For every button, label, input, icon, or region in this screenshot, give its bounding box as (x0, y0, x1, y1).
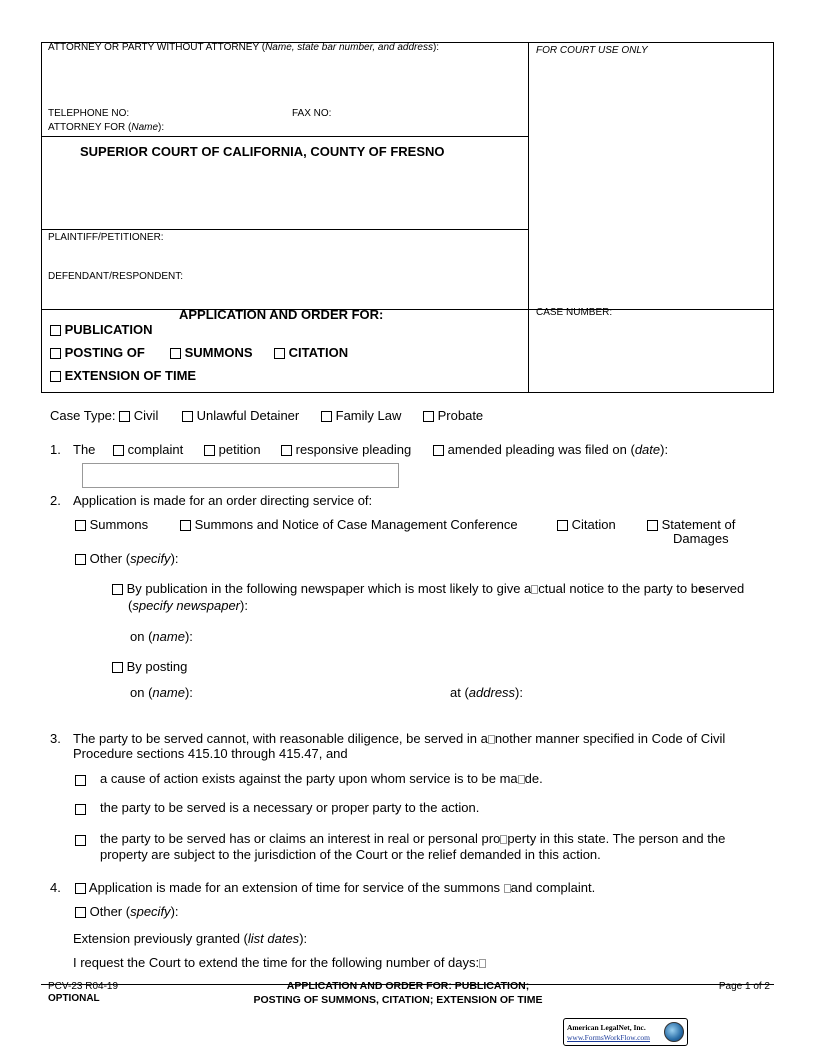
logo-box[interactable] (563, 1018, 688, 1046)
telephone-label: TELEPHONE NO: (48, 108, 130, 119)
responsive-option: responsive pleading (281, 442, 411, 457)
by-publication-option: By publication in the following newspaper which is most likely to give a ctual notice to the party to beserved (112, 581, 744, 596)
s3-line2: Procedure sections 415.10 through 415.47, and (73, 746, 348, 761)
s3-opt2-checkbox[interactable] (75, 804, 86, 815)
page-number: Page 1 of 2 (718, 981, 770, 992)
s2-statement-line2: Damages (673, 531, 729, 546)
court-use-label: FOR COURT USE ONLY (536, 45, 648, 56)
s4-other-option: Other (specify): (75, 904, 179, 919)
s3-opt3-line1: the party to be served has or claims an interest in real or personal pro perty in this state. The person and the (100, 831, 726, 846)
caption-divider (528, 42, 529, 393)
s3-num: 3. (50, 731, 61, 746)
s4-extension-checkbox[interactable] (75, 883, 86, 894)
amended-option: amended pleading was filed on (date): (433, 442, 668, 457)
s3-opt2-text: the party to be served is a necessary or proper party to the action. (100, 800, 480, 815)
s2-other-option: Other (specify): (75, 551, 179, 566)
posting-of-checkbox[interactable] (50, 348, 61, 359)
unlawful-option: Unlawful Detainer (182, 408, 299, 423)
s2-statement-option: Statement of (647, 517, 735, 532)
case-type-row: Case Type: Civil (50, 408, 159, 423)
s3-opt1-checkbox[interactable] (75, 775, 86, 786)
complaint-option: complaint (113, 442, 183, 457)
s2-num: 2. (50, 493, 61, 508)
family-law-checkbox[interactable] (321, 411, 332, 422)
posting-address-label: at (address): (450, 685, 523, 700)
attorney-label: ATTORNEY OR PARTY WITHOUT ATTORNEY (Name, state bar number, and address): (48, 42, 440, 53)
s4-other-checkbox[interactable] (75, 907, 86, 918)
complaint-checkbox[interactable] (113, 445, 124, 456)
caption-line (41, 229, 528, 230)
form-number: PCV-23 R04-19 (48, 981, 119, 992)
s3-line1: The party to be served cannot, with reasonable diligence, be served in a nother manner specified in Code of Civil (73, 731, 726, 746)
s2-summons-notice-checkbox[interactable] (180, 520, 191, 531)
petition-option: petition (204, 442, 261, 457)
petition-checkbox[interactable] (204, 445, 215, 456)
s4-extension-option: Application is made for an extension of time for service of the summons and complaint. (75, 880, 595, 895)
s1-num: 1. (50, 442, 61, 457)
logo-globe-icon (664, 1022, 684, 1042)
publication-checkbox[interactable] (50, 325, 61, 336)
specify-newspaper-label: (specify newspaper): (128, 598, 248, 613)
court-name: SUPERIOR COURT OF CALIFORNIA, COUNTY OF FRESNO (80, 144, 445, 159)
by-posting-checkbox[interactable] (112, 662, 123, 673)
plaintiff-label: PLAINTIFF/PETITIONER: (48, 232, 164, 243)
application-title: APPLICATION AND ORDER FOR: (179, 307, 384, 322)
extension-option: EXTENSION OF TIME (50, 368, 196, 383)
caption-line (41, 309, 774, 310)
s3-opt3-checkbox[interactable] (75, 835, 86, 846)
s2-citation-option: Citation (557, 517, 616, 532)
caption-box (41, 42, 774, 393)
footer-title-line1: APPLICATION AND ORDER FOR: PUBLICATION; (286, 980, 530, 992)
logo-line2: www.FormsWorkFlow.com (567, 1033, 651, 1042)
summons-option: SUMMONS (170, 345, 253, 360)
s2-citation-checkbox[interactable] (557, 520, 568, 531)
fax-label: FAX NO: (292, 108, 332, 119)
s3-opt1-text: a cause of action exists against the party upon whom service is to be ma de. (100, 771, 543, 786)
s1-the: The (73, 442, 96, 457)
case-number-label: CASE NUMBER: (536, 307, 613, 318)
citation-checkbox[interactable] (274, 348, 285, 359)
s4-num: 4. (50, 880, 61, 895)
by-publication-checkbox[interactable] (112, 584, 123, 595)
extension-checkbox[interactable] (50, 371, 61, 382)
caption-line (41, 136, 528, 137)
s2-summons-checkbox[interactable] (75, 520, 86, 531)
logo-line1: American LegalNet, Inc. (567, 1023, 646, 1032)
s2-statement-checkbox[interactable] (647, 520, 658, 531)
publication-on-name-label: on (name): (130, 629, 193, 644)
s2-summons-notice-option: Summons and Notice of Case Management Conference (180, 517, 518, 532)
optional-label: OPTIONAL (48, 993, 100, 1004)
footer-title-line2: POSTING OF SUMMONS, CITATION; EXTENSION OF TIME (253, 994, 543, 1006)
by-posting-option: By posting (112, 659, 187, 674)
filed-date-field[interactable] (82, 463, 399, 488)
civil-checkbox[interactable] (119, 411, 130, 422)
defendant-label: DEFENDANT/RESPONDENT: (48, 271, 184, 282)
amended-checkbox[interactable] (433, 445, 444, 456)
s2-text: Application is made for an order directing service of: (73, 493, 373, 508)
s2-other-checkbox[interactable] (75, 554, 86, 565)
posting-of-option: POSTING OF (50, 345, 145, 360)
responsive-checkbox[interactable] (281, 445, 292, 456)
probate-option: Probate (423, 408, 483, 423)
attorney-for-label: ATTORNEY FOR (Name): (48, 122, 165, 133)
posting-on-name-label: on (name): (130, 685, 193, 700)
s4-request-label: I request the Court to extend the time for the following number of days: (73, 955, 486, 970)
summons-checkbox[interactable] (170, 348, 181, 359)
citation-option: CITATION (274, 345, 348, 360)
s4-prev-label: Extension previously granted (list dates): (73, 931, 308, 946)
family-law-option: Family Law (321, 408, 401, 423)
s3-opt3-line2: property are subject to the jurisdiction of the Court or the relief demanded in this action. (100, 847, 601, 862)
unlawful-checkbox[interactable] (182, 411, 193, 422)
publication-option: PUBLICATION (50, 322, 153, 337)
s2-summons-option: Summons (75, 517, 148, 532)
probate-checkbox[interactable] (423, 411, 434, 422)
